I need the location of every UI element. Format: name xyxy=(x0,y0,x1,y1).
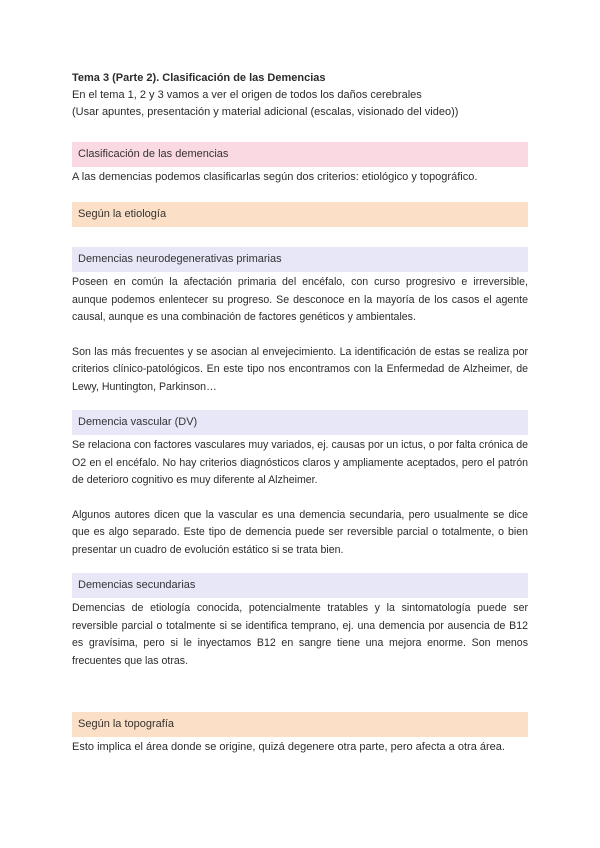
clasificacion-text: A las demencias podemos clasificarlas según dos criterios: etiológico y topográfico. xyxy=(72,171,478,183)
neurodegenerativas-paragraph-2: Son las más frecuentes y se asocian al envejecimiento. La identificación de estas se realiza por criterios clínico-patológicos. En este tipo nos encontramos con la Enfermedad de Alzheimer, de Lewy, Huntington, Parkinson… xyxy=(72,345,528,393)
intro-line-2: (Usar apuntes, presentación y material adicional (escalas, visionado del video)) xyxy=(72,106,459,118)
topografia-text: Esto implica el área donde se origine, quizá degenere otra parte, pero afecta a otra área. xyxy=(72,741,505,753)
heading-etiologia: Según la etiología xyxy=(72,202,528,227)
heading-secundarias: Demencias secundarias xyxy=(72,573,528,598)
intro-line-1: En el tema 1, 2 y 3 vamos a ver el origen de todos los daños cerebrales xyxy=(72,89,422,101)
heading-vascular: Demencia vascular (DV) xyxy=(72,410,528,435)
vascular-paragraph-2: Algunos autores dicen que la vascular es una demencia secundaria, pero usualmente se dice que es algo separado. Este tipo de demencia puede ser reversible parcial o totalmente, o bien presentar un cuadro de evolución estático si se trata bien. xyxy=(72,508,528,556)
vascular-paragraph-1: Se relaciona con factores vasculares muy variados, ej. causas por un ictus, o por falta crónica de O2 en el encéfalo. No hay criterios diagnósticos claros y ampliamente aceptados, pero el patrón de deterioro cognitivo es muy diferente al Alzheimer. xyxy=(72,439,528,486)
heading-neurodegenerativas: Demencias neurodegenerativas primarias xyxy=(72,247,528,272)
neurodegenerativas-paragraph-1: Poseen en común la afectación primaria del encéfalo, con curso progresivo e irreversible, aunque podemos enlentecer su progreso. Se desconoce en la mayoría de los casos el agente causal, aunque es una combinación de factores genéticos y ambientales. xyxy=(72,276,528,323)
heading-clasificacion: Clasificación de las demencias xyxy=(72,142,528,167)
secundarias-paragraph: Demencias de etiología conocida, potencialmente tratables y la sintomatología puede ser reversible parcial o totalmente si se identifica temprano, ej. una demencia por ausencia de B12 es gravísima, pero si le inyectamos B12 en sangre tiene una mejora enorme. Son menos frecuentes que las otras. xyxy=(72,602,528,667)
document-title: Tema 3 (Parte 2). Clasificación de las Demencias xyxy=(72,72,326,84)
heading-topografia: Según la topografía xyxy=(72,712,528,737)
document-content xyxy=(72,70,528,756)
